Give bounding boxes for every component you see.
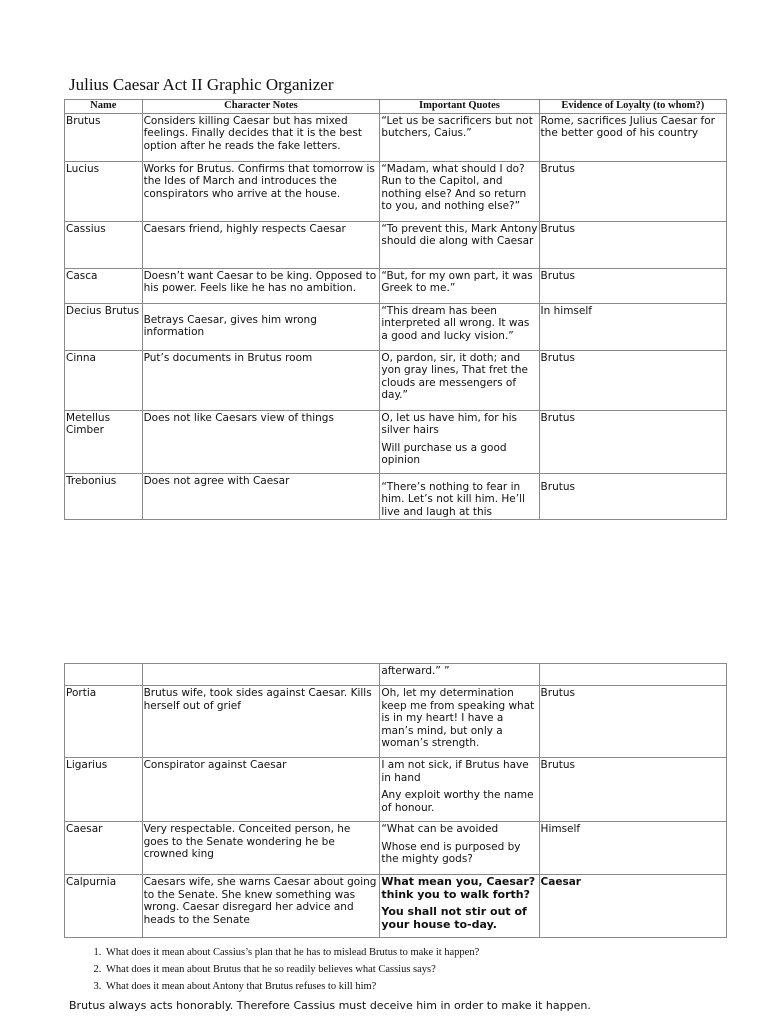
quote-line: Whose end is purposed by the mighty gods? [381, 840, 521, 865]
character-name: Decius Brutus [65, 303, 143, 350]
important-quote [380, 875, 539, 938]
question-item: 2. What does it mean about Brutus that he so readily believes what Cassius says? [104, 961, 754, 978]
loyalty-evidence: Himself [539, 822, 726, 875]
important-quote [380, 473, 539, 519]
character-notes: Betrays Caesar, gives him wrong information [142, 303, 380, 350]
character-notes: Doesn’t want Caesar to be king. Opposed to his power. Feels like he has no ambition. [142, 268, 380, 303]
important-quote [380, 822, 539, 875]
table-row [65, 350, 727, 410]
table-row [65, 758, 727, 822]
quote-line: Will purchase us a good opinion [381, 441, 507, 466]
loyalty-evidence: Brutus [539, 350, 726, 410]
character-notes: Brutus wife, took sides against Caesar. Kills herself out of grief [142, 686, 380, 758]
character-notes: Considers killing Caesar but has mixed feelings. Finally decides that it is the best option after he reads the fake letters. [142, 113, 380, 161]
quote-line: Any exploit worthy the name of honour. [381, 789, 534, 814]
character-name: Cassius [65, 221, 143, 268]
quote-line: “This dream has been interpreted all wrong. It was a good and lucky vision.” [381, 304, 530, 342]
table-row [65, 410, 727, 473]
character-name: Portia [65, 686, 143, 758]
character-name [65, 664, 143, 686]
table-row [65, 268, 727, 303]
table-row [65, 161, 727, 221]
character-name: Cinna [65, 350, 143, 410]
quote-line: O, pardon, sir, it doth; and yon gray lines, That fret the clouds are messengers of day.” [381, 351, 528, 401]
header-evidence-of-loyalty: Evidence of Loyalty (to whom?) [539, 100, 726, 114]
loyalty-evidence: In himself [539, 303, 726, 350]
header-name: Name [65, 100, 143, 114]
header-character-notes: Character Notes [142, 100, 380, 114]
header-important-quotes: Important Quotes [380, 100, 539, 114]
quote-line: Oh, let my determination keep me from speaking what is in my heart! I have a man’s mind, but only a woman’s strength. [381, 687, 535, 749]
loyalty-evidence: Rome, sacrifices Julius Caesar for the better good of his country [539, 113, 726, 161]
important-quote [380, 221, 539, 268]
header-row [65, 100, 727, 114]
loyalty-evidence: Brutus [539, 758, 726, 822]
character-name: Calpurnia [65, 875, 143, 938]
loyalty-evidence [539, 664, 726, 686]
character-name: Trebonius [65, 473, 143, 519]
table-row [65, 686, 727, 758]
important-quote [380, 303, 539, 350]
character-notes: Does not agree with Caesar [142, 473, 380, 519]
loyalty-evidence: Brutus [539, 268, 726, 303]
table-row [65, 303, 727, 350]
organizer-table-continued [64, 663, 727, 938]
character-notes: Very respectable. Conceited person, he goes to the Senate wondering he be crowned king [142, 822, 380, 875]
quote-line: “Madam, what should I do? Run to the Capitol, and nothing else? And so return to you, and nothing else?” [381, 162, 527, 212]
quote-line: I am not sick, if Brutus have in hand [381, 759, 529, 784]
important-quote [380, 350, 539, 410]
quote-line: “But, for my own part, it was Greek to me.” [381, 269, 533, 294]
table-row [65, 875, 727, 938]
quote-line: “Let us be sacrificers but not butchers, Caius.” [381, 114, 533, 139]
character-notes [142, 664, 380, 686]
character-name: Ligarius [65, 758, 143, 822]
important-quote [380, 686, 539, 758]
important-quote [380, 758, 539, 822]
character-name: Brutus [65, 113, 143, 161]
character-notes: Put’s documents in Brutus room [142, 350, 380, 410]
character-name: Caesar [65, 822, 143, 875]
table-row [65, 473, 727, 519]
important-quote [380, 161, 539, 221]
character-name: Metellus Cimber [65, 410, 143, 473]
loyalty-evidence: Brutus [539, 221, 726, 268]
character-notes: Caesars wife, she warns Caesar about going to the Senate. She knew something was wrong. Caesar disregard her advice and heads to the Senate [142, 875, 380, 938]
quote-line: “To prevent this, Mark Antony should die along with Caesar [381, 222, 538, 247]
character-name: Casca [65, 268, 143, 303]
page-title: Julius Caesar Act II Graphic Organizer [69, 75, 334, 94]
important-quote: afterward.” ” [380, 664, 539, 686]
quote-line: What mean you, Caesar? think you to walk forth? [381, 875, 536, 901]
question-list [70, 944, 754, 995]
table-row [65, 113, 727, 161]
quote-line: “What can be avoided [381, 823, 499, 835]
table-row [65, 664, 727, 686]
answer-text: Brutus always acts honorably. Therefore Cassius must deceive him in order to make it happen. [69, 999, 591, 1012]
loyalty-evidence: Brutus [539, 686, 726, 758]
table-row [65, 221, 727, 268]
question-item: 3. What does it mean about Antony that Brutus refuses to kill him? [104, 978, 754, 995]
loyalty-evidence: Brutus [539, 410, 726, 473]
important-quote [380, 410, 539, 473]
quote-line: “There’s nothing to fear in him. Let’s not kill him. He’ll live and laugh at this [381, 480, 525, 518]
character-notes: Caesars friend, highly respects Caesar [142, 221, 380, 268]
quote-line: O, let us have him, for his silver hairs [381, 411, 517, 436]
loyalty-evidence: Brutus [539, 161, 726, 221]
important-quote [380, 268, 539, 303]
quote-line: You shall not stir out of your house to-day. [381, 905, 527, 931]
character-name: Lucius [65, 161, 143, 221]
loyalty-evidence: Caesar [539, 875, 726, 938]
character-notes: Works for Brutus. Confirms that tomorrow is the Ides of March and introduces the conspirators who arrive at the house. [142, 161, 380, 221]
organizer-table [64, 99, 727, 520]
important-quote [380, 113, 539, 161]
character-notes: Does not like Caesars view of things [142, 410, 380, 473]
character-notes: Conspirator against Caesar [142, 758, 380, 822]
loyalty-evidence: Brutus [539, 473, 726, 519]
question-item: 1. What does it mean about Cassius’s plan that he has to mislead Brutus to make it happen? [104, 944, 754, 961]
table-row [65, 822, 727, 875]
